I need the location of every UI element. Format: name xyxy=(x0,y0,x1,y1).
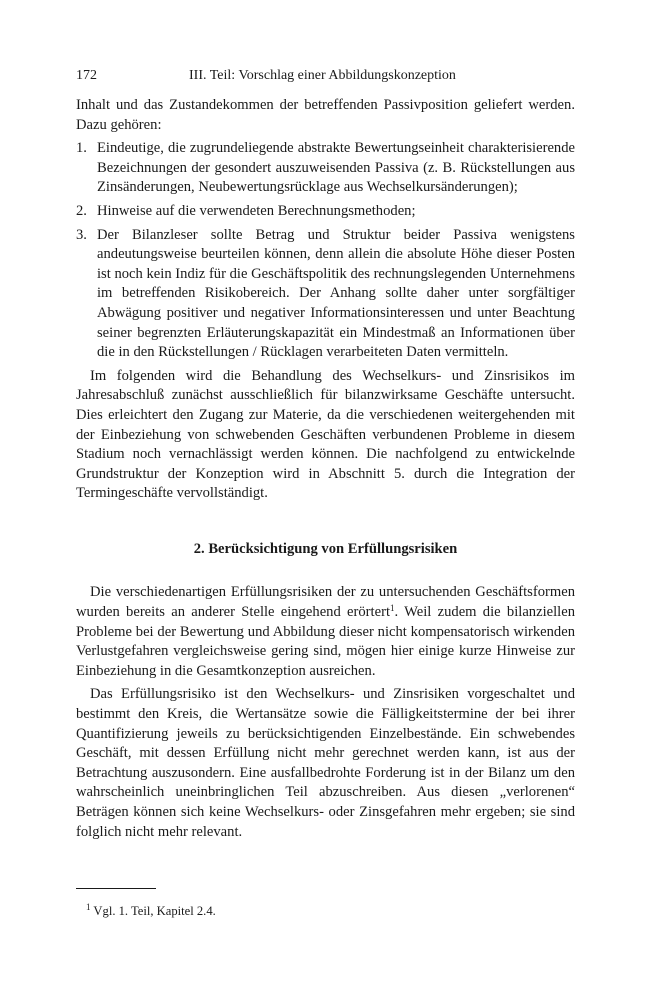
requirements-list xyxy=(76,139,575,363)
list-item-text: Eindeutige, die zugrundeliegende abstrakte Bewertungseinheit charakterisierende Bezeichnungen der gesondert auszuweisenden Passiva (z. B. Rückstellungen aus Zinsänderungen, Neubewertungsrücklage aus Wechselkursänderungen); xyxy=(97,140,575,196)
list-item-number: 3. xyxy=(76,226,87,243)
page-body xyxy=(76,96,575,842)
paragraph-text: . Weil zudem die bilanziellen Probleme bei der Bewertung und Abbildung dieser nicht kompensatorisch wirkenden Verlustgefahren vergleichsweise gering sind, mögen hier einige kurze Hinweise zur Einbeziehung in die Gesamtkonzeption ausreichen. xyxy=(76,604,575,679)
intro-paragraph: Inhalt und das Zustandekommen der betreffenden Passivposition geliefert werden. Dazu gehören: xyxy=(76,97,575,133)
list-item-text: Der Bilanzleser sollte Betrag und Struktur beider Passiva wenigstens andeutungsweise beurteilen können, denn allein die absolute Höhe dieser Posten ist noch kein Indiz für die Geschäftspolitik des rechnungslegenden Unternehmens im betreffenden Risikobereich. Der Anhang sollte daher unter sorgfältiger Abwägung positiver und negativer Informationsinteressen und unter Beachtung seiner begrenzten Erläuterungskapazität ein Mindestmaß an Informationen über die in den Rückstellungen / Rücklagen verarbeiteten Daten vermitteln. xyxy=(97,226,575,361)
footnote xyxy=(86,903,216,919)
running-title: III. Teil: Vorschlag einer Abbildungskonzeption xyxy=(189,68,456,83)
body-paragraph xyxy=(76,583,575,681)
list-item-number: 2. xyxy=(76,202,87,219)
list-item-number: 1. xyxy=(76,140,87,157)
list-item-text: Hinweise auf die verwendeten Berechnungsmethoden; xyxy=(97,202,416,219)
footnote-marker: 1 xyxy=(86,902,91,912)
page-number: 172 xyxy=(76,68,97,83)
body-paragraph: Im folgenden wird die Behandlung des Wechselkurs- und Zinsrisikos im Jahresabschluß zunächst ausschließlich für bilanzwirksame Geschäfte untersucht. Dies erleichtert den Zugang zur Materie, da die verschiedenen weitergehenden mit der Einbeziehung von schwebenden Geschäften verbundenen Probleme in diesem Stadium noch vernachlässigt werden können. Die nachfolgend zu entwickelnde Grundstruktur der Konzeption wird in Abschnitt 5. durch die Integration der Termingeschäfte vervollständigt. xyxy=(76,367,575,502)
body-paragraph: Das Erfüllungsrisiko ist den Wechselkurs- und Zinsrisiken vorgeschaltet und bestimmt den Kreis, die Wertansätze sowie die Fälligkeitstermine der bei ihrer Quantifizierung jeweils zu berücksichtigenden Einzelbestände. Ein schwebendes Geschäft, mit dessen Erfüllung nicht mehr gerechnet werden kann, ist aus der Betrachtung auszusondern. Eine ausfallbedrohte Forderung ist in der Bilanz um den wahrscheinlich uneinbringlichen Teil abzuschreiben. Aus diesen „verlorenen“ Beträgen können sich keine Wechselkurs- oder Zinsgefahren mehr ergeben; sie sind folglich nicht mehr relevant. xyxy=(76,686,575,840)
footnote-text: Vgl. 1. Teil, Kapitel 2.4. xyxy=(93,904,216,918)
footnote-reference[interactable]: 1 xyxy=(390,603,395,614)
footnote-divider xyxy=(76,888,156,889)
paragraph-text: Die verschiedenartigen Erfüllungsrisiken der zu untersuchenden Geschäftsformen wurden bereits an anderer Stelle eingehend erörtert xyxy=(76,584,575,621)
list-item xyxy=(76,202,575,222)
list-item xyxy=(76,139,575,198)
list-item xyxy=(76,226,575,363)
section-heading: 2. Berücksichtigung von Erfüllungsrisiken xyxy=(193,540,458,557)
